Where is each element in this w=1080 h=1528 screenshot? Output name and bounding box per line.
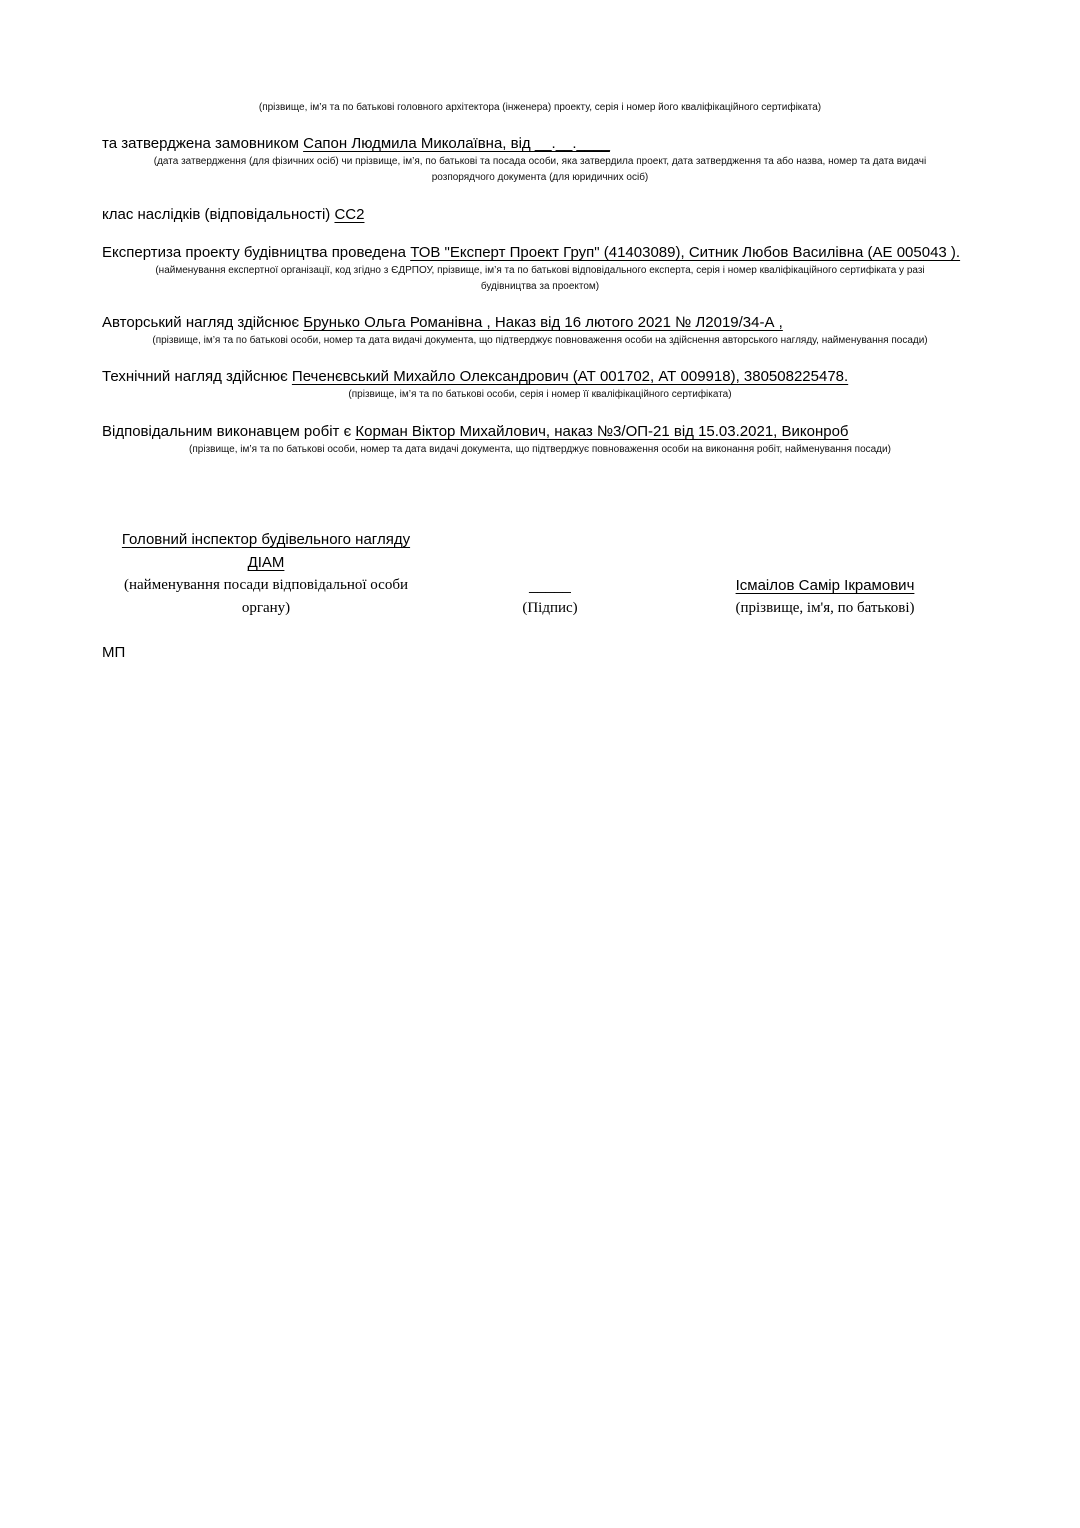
approved-line xyxy=(102,134,610,154)
author-supervision-line xyxy=(102,313,783,333)
expertise-line xyxy=(102,243,960,263)
author-supervision-caption: (прізвище, ім’я та по батькові особи, номер та дата видачі документа, що підтверджує повноваження особи на здійснення авторського нагляду, найменування посади) xyxy=(152,335,928,346)
tech-supervision-label: Технічний нагляд здійснює xyxy=(102,368,292,385)
expertise-caption-line1: (найменування експертної організації, код згідно з ЄДРПОУ, прізвище, ім’я та по батькові відповідального експерта, серія і номер кваліфікаційного сертифіката у разі xyxy=(155,265,925,276)
signature-sign-block xyxy=(490,574,610,620)
contractor-caption: (прізвище, ім’я та по батькові особи, номер та дата видачі документа, що підтверджує повноваження особи на виконання робіт, найменування посади) xyxy=(189,444,891,455)
sign-blank: _____ xyxy=(529,577,571,594)
tech-supervision-line xyxy=(102,367,848,387)
class-label: клас наслідків (відповідальності) xyxy=(102,206,335,223)
architect-caption: (прізвище, ім’я та по батькові головного архітектора (інженера) проекту, серія і номер його кваліфікаційного сертифіката) xyxy=(258,102,822,113)
class-line xyxy=(102,205,364,225)
tech-supervision-value: Печенєвський Михайло Олександрович (АТ 001702, АТ 009918), 380508225478. xyxy=(291,368,849,385)
position-organization: ДІАМ xyxy=(247,554,285,571)
signature-position-block xyxy=(106,528,426,620)
expertise-label: Експертиза проекту будівництва проведена xyxy=(102,244,411,261)
expertise-caption-line2: будівництва за проектом) xyxy=(480,281,600,292)
signature-name-block xyxy=(700,574,950,620)
tech-supervision-caption: (прізвище, ім’я та по батькові особи, серія і номер її кваліфікаційного сертифіката) xyxy=(348,389,732,400)
sign-caption: (Підпис) xyxy=(522,600,578,616)
contractor-label: Відповідальним виконавцем робіт є xyxy=(102,423,356,440)
class-value: СС2 xyxy=(334,206,365,223)
approval-caption-line1: (дата затвердження (для фізичних осіб) чи прізвище, ім’я, по батькові та посада особи, яка затвердила проект, дата затвердження та або назва, номер та дата видачі xyxy=(153,156,927,167)
position-title: Головний інспектор будівельного нагляду xyxy=(121,531,411,548)
signer-name-caption: (прізвище, ім'я, по батькові) xyxy=(735,600,915,616)
contractor-value: Корман Віктор Михайлович, наказ №3/ОП-21 від 15.03.2021, Виконроб xyxy=(355,423,849,440)
position-caption-line2: органу) xyxy=(241,600,291,616)
expertise-value: ТОВ "Експерт Проект Груп" (41403089), Ситник Любов Василівна (АЕ 005043 ). xyxy=(410,244,961,261)
position-caption-line1: (найменування посади відповідальної особи xyxy=(124,577,408,593)
author-supervision-label: Авторський нагляд здійснює xyxy=(102,314,304,331)
approved-value: Сапон Людмила Миколаївна, від __.__.____ xyxy=(303,135,610,152)
author-supervision-value: Брунько Ольга Романівна , Наказ від 16 лютого 2021 № Л2019/34-А , xyxy=(303,314,783,331)
signer-name: Ісмаілов Самір Ікрамович xyxy=(735,577,915,594)
contractor-line xyxy=(102,422,849,442)
stamp-label: МП xyxy=(102,644,126,661)
approval-caption-line2: розпорядчого документа (для юридичних осіб) xyxy=(431,172,649,183)
approved-label: та затверджена замовником xyxy=(102,135,304,152)
